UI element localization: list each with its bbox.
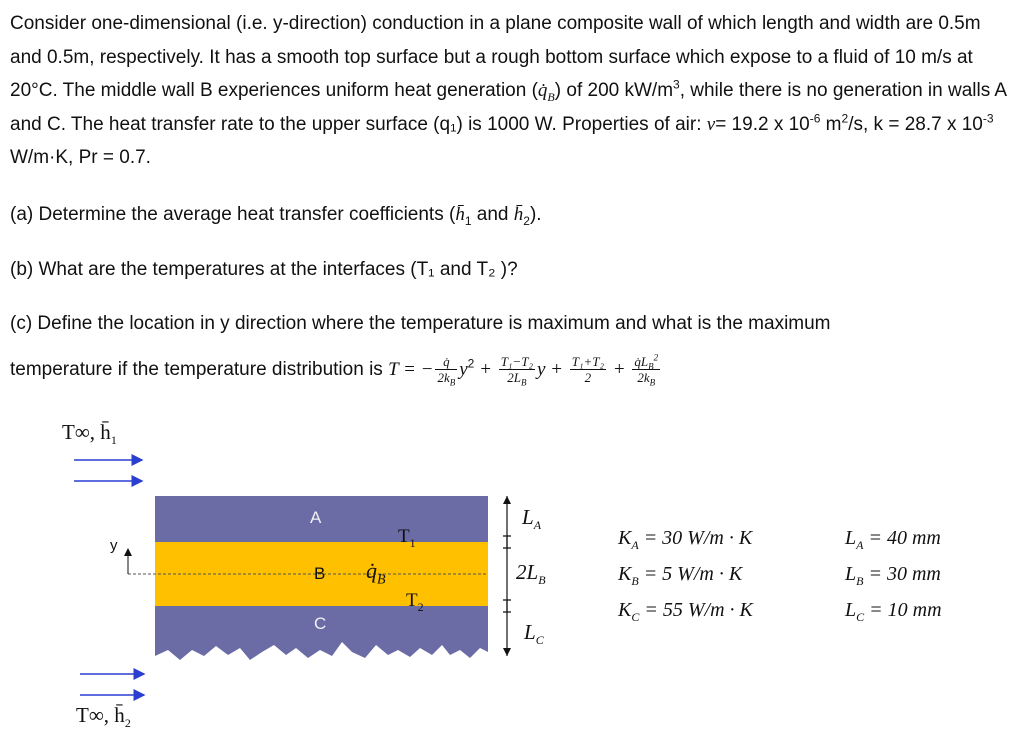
qb-sub: B [377, 572, 386, 588]
t1-sub: 1 [409, 535, 416, 550]
eq-fraction-2-den-sub: B [520, 378, 527, 389]
intro-sup-2: -6 [809, 111, 821, 126]
y-axis-label: y [110, 537, 118, 554]
eq-plus-3: + [608, 359, 631, 380]
qdot-symbol: q̇ [537, 80, 548, 101]
eq-plus-2: + [545, 359, 568, 380]
intro-sup-1: 3 [673, 77, 680, 92]
eq-fraction-4-den-sub: B [649, 378, 656, 389]
qb-label [366, 558, 386, 588]
ka-row [618, 520, 753, 556]
lc-row [845, 592, 942, 628]
t1-label [398, 526, 416, 548]
question-a-end: ). [529, 204, 542, 225]
layer-a-label: A [310, 508, 322, 527]
eq-y2: y [459, 359, 468, 380]
dim-lc-text: L [524, 620, 536, 644]
kc-symbol: K [618, 599, 632, 621]
eq-fraction-4-num-main: q̇L [634, 354, 649, 370]
layer-b-label: B [314, 564, 326, 583]
kb-value: = 5 W/m · K [638, 563, 743, 585]
la-sub: A [856, 538, 864, 552]
question-a-text: (a) Determine the average heat transfer coefficients ( [10, 204, 456, 225]
question-c-text-1: (c) Define the location in y direction where the temperature is maximum and what is the maximum [10, 313, 831, 334]
h2-subscript: 2 [523, 213, 530, 228]
dim-la-sub: A [533, 518, 542, 533]
la-symbol: L [845, 527, 857, 549]
dim-la-text: L [522, 505, 534, 529]
dim-arrow-bottom [503, 648, 511, 656]
eq-fraction-4-num-sub: B [648, 362, 654, 373]
t1-text: T [398, 526, 410, 547]
lc-sub: C [856, 610, 865, 624]
dim-lb-text: 2L [516, 560, 539, 584]
ka-value: = 30 W/m · K [638, 527, 753, 549]
kb-symbol: K [618, 563, 632, 585]
dim-lb-label [516, 560, 546, 588]
kc-sub: C [631, 610, 640, 624]
t2-text: T [406, 590, 418, 611]
ka-symbol: K [618, 527, 632, 549]
bottom-fluid-sub: 2 [124, 716, 131, 731]
lb-symbol: L [845, 563, 857, 585]
eq-t: T = − [388, 359, 434, 380]
eq-y: y [536, 359, 546, 380]
eq-plus-1: + [474, 359, 497, 380]
lc-value: = 10 mm [864, 599, 942, 621]
intro-text-1: Consider one-dimensional (i.e. y-direction) conduction in a plane composite wall of which length and width are 0.5m and 0.5m, respectively. It has a smooth top surface but a rough bottom surface which expose to a fluid of 10 m/s at 20°C. The middle wall B experiences uniform heat generation ( [10, 13, 981, 101]
intro-text-2: ) of 200 kW/m [554, 80, 674, 101]
kb-row [618, 556, 753, 592]
eq-fraction-4-num-sup: 2 [653, 353, 659, 364]
intro-text-4: = 19.2 x 10 [715, 113, 810, 135]
h2-symbol: h̄ [513, 204, 524, 225]
eq-y2-sup: 2 [467, 356, 475, 371]
dim-la-label [522, 505, 542, 533]
lb-sub: B [856, 574, 864, 588]
question-c-text-2: temperature if the temperature distribution is [10, 359, 389, 380]
eq-fraction-1-den-sub: B [449, 378, 456, 389]
dim-arrow-top [503, 496, 511, 504]
question-a-and: and [471, 204, 514, 225]
intro-text-5: m [820, 113, 842, 135]
question-b-text: (b) What are the temperatures at the interfaces (T₁ and T₂ )? [10, 259, 518, 280]
eq-fraction-3-num: T₁+T₂ [571, 354, 605, 370]
la-value: = 40 mm [863, 527, 941, 549]
dim-tick-ab [503, 536, 511, 548]
dim-lc-label [524, 620, 544, 648]
ka-sub: A [631, 538, 639, 552]
layer-c-label: C [314, 614, 327, 633]
lc-symbol: L [845, 599, 857, 621]
qdot-subscript: B [547, 89, 555, 104]
dim-lc-sub: C [535, 633, 544, 648]
t2-sub: 2 [417, 599, 424, 614]
eq-fraction-2-num: T₁−T₂ [500, 354, 533, 370]
layer-a [155, 496, 488, 542]
intro-text-3: , while there is no generation in walls A and C. The heat transfer rate to the upper surface (q₁) is 1000 W. Properties of air: [10, 80, 1007, 135]
intro-text-7: W/m·K, Pr = 0.7. [10, 147, 151, 168]
eq-fraction-1-den-main: 2k [437, 370, 450, 386]
dim-tick-bc [503, 600, 511, 612]
top-fluid-text: T∞, h̄ [62, 420, 111, 444]
dim-lb-sub: B [538, 573, 546, 588]
thickness-list [845, 520, 942, 628]
la-row [845, 520, 942, 556]
conductivity-list [618, 520, 753, 628]
eq-fraction-3-den: 2 [584, 370, 592, 386]
lb-row [845, 556, 942, 592]
h1-subscript: 1 [464, 213, 472, 228]
intro-sup-4: -3 [982, 111, 994, 126]
top-fluid-sub: 1 [110, 433, 117, 448]
t2-label [406, 590, 424, 612]
bottom-fluid-text: T∞, h̄ [76, 703, 125, 727]
intro-text-6: /s, k = 28.7 x 10 [848, 113, 983, 135]
kb-sub: B [631, 574, 639, 588]
kc-value: = 55 W/m · K [639, 599, 753, 621]
eq-fraction-2-den-main: 2L [507, 370, 521, 386]
lb-value: = 30 mm [863, 563, 941, 585]
h1-symbol: h̄ [455, 204, 465, 225]
intro-sup-3: 2 [841, 111, 849, 126]
kc-row [618, 592, 753, 628]
qb-text: q̇ [366, 558, 377, 583]
eq-fraction-1-num: q̇ [435, 354, 457, 370]
nu-symbol: ν [706, 113, 716, 135]
eq-fraction-4-den-main: 2k [637, 370, 650, 386]
